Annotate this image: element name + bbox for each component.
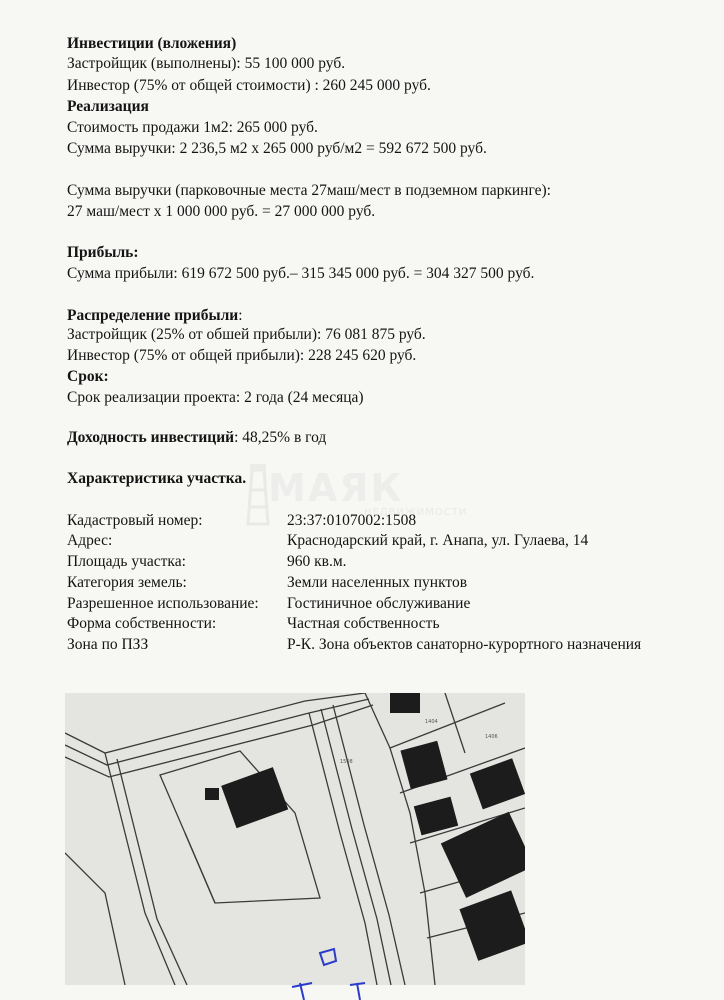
investments-developer: Застройщик (выполнены): 55 100 000 руб.: [67, 55, 346, 72]
plot-row-value: 23:37:0107002:1508: [287, 512, 417, 529]
term-heading: Срок:: [67, 368, 109, 385]
plot-row-label: Категория земель:: [67, 574, 187, 591]
yield-row: [67, 428, 326, 448]
watermark-word: МАЯК: [268, 466, 404, 510]
svg-text:1406: 1406: [485, 734, 498, 740]
investments-heading: Инвестиции (вложения): [67, 35, 237, 52]
plot-row-label: Кадастровый номер:: [67, 512, 203, 529]
profit-heading: Прибыль:: [67, 244, 139, 261]
plot-heading: Характеристика участка.: [67, 470, 247, 487]
cadastral-map: [65, 693, 525, 985]
watermark-subtitle: НЕДВИЖИМОСТИ: [364, 507, 468, 518]
plot-row-label: Зона по ПЗЗ: [67, 636, 149, 653]
revenue-line: Сумма выручки: 2 236,5 м2 х 265 000 руб/м2 = 592 672 500 руб.: [67, 140, 487, 157]
distribution-heading: Распределение прибыли: [67, 307, 239, 324]
term-value: Срок реализации проекта: 2 года (24 месяца): [67, 389, 364, 406]
plot-row-value: Краснодарский край, г. Анапа, ул. Гулаева, 14: [287, 532, 589, 549]
plot-row-label: Площадь участка:: [67, 553, 186, 570]
plot-row-value: Частная собственность: [287, 615, 440, 632]
watermark-logo: [238, 462, 508, 532]
investments-investor: Инвестор (75% от общей стоимости) : 260 245 000 руб.: [67, 77, 431, 94]
cadastral-map-drawing: [65, 693, 525, 985]
plot-row-value: Гостиничное обслуживание: [287, 595, 471, 612]
price-per-m2: Стоимость продажи 1м2: 265 000 руб.: [67, 119, 318, 136]
plot-row-label: Разрешенное использование:: [67, 595, 259, 612]
plot-row-label: Форма собственности:: [67, 615, 217, 632]
plot-row-value: 960 кв.м.: [287, 553, 347, 570]
distribution-developer: Застройщик (25% от обшей прибыли): 76 081 875 руб.: [67, 326, 426, 343]
yield-label: Доходность инвестиций: [67, 429, 235, 446]
parking-revenue-title: Сумма выручки (парковочные места 27маш/мест в подземном паркинге):: [67, 182, 551, 199]
profit-sum: Сумма прибыли: 619 672 500 руб.– 315 345 000 руб. = 304 327 500 руб.: [67, 265, 535, 282]
distribution-heading-row: [67, 306, 243, 326]
distribution-heading-colon: :: [238, 307, 243, 324]
distribution-investor: Инвестор (75% от общей прибыли): 228 245 620 руб.: [67, 347, 417, 364]
parking-revenue-calc: 27 маш/мест х 1 000 000 руб. = 27 000 000 руб.: [67, 203, 376, 220]
realization-heading: Реализация: [67, 98, 149, 115]
plot-row-label: Адрес:: [67, 532, 113, 549]
svg-text:1508: 1508: [340, 759, 353, 765]
handwritten-mark: [290, 945, 410, 1000]
svg-text:1404: 1404: [425, 719, 438, 725]
plot-row-value: Р-К. Зона объектов санаторно-курортного назначения: [287, 636, 642, 653]
yield-value: : 48,25% в год: [234, 429, 327, 446]
plot-row-value: Земли населенных пунктов: [287, 574, 468, 591]
